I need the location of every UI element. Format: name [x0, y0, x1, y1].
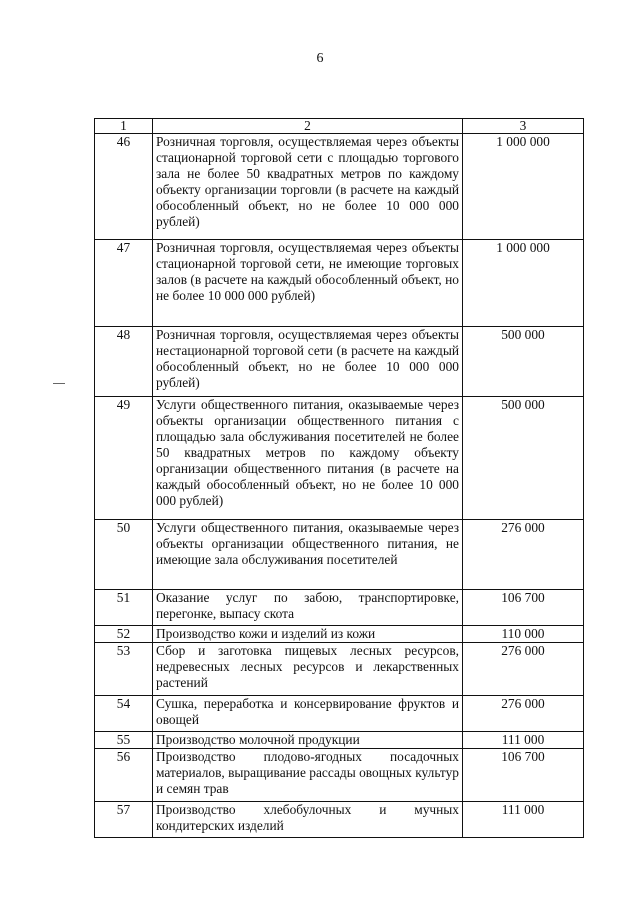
row-number: 54 — [95, 696, 153, 732]
row-description: Производство плодово-ягодных посадочных материалов, выращивание рассады овощных культур и семян трав — [153, 749, 463, 802]
row-description: Сушка, переработка и консервирование фруктов и овощей — [153, 696, 463, 732]
row-amount: 276 000 — [463, 696, 584, 732]
row-number: 52 — [95, 626, 153, 643]
row-number: 48 — [95, 327, 153, 397]
table-row — [95, 590, 584, 626]
row-description: Услуги общественного питания, оказываемые через объекты организации общественного питания с площадью зала обслуживания посетителей не более 50 квадратных метров по каждому объекту организации общественного питания (в расчете на каждый обособленный объект, но не более 10 000 000 рублей) — [153, 397, 463, 520]
row-description: Розничная торговля, осуществляемая через объекты стационарной торговой сети, не имеющие торговых залов (в расчете на каждый обособленный объект, но не более 10 000 000 рублей) — [153, 240, 463, 327]
row-amount: 500 000 — [463, 327, 584, 397]
row-description: Производство молочной продукции — [153, 732, 463, 749]
row-description: Розничная торговля, осуществляемая через объекты нестационарной торговой сети (в расчете на каждый обособленный объект, но не более 10 000 000 рублей) — [153, 327, 463, 397]
table-row — [95, 643, 584, 696]
row-amount: 111 000 — [463, 802, 584, 838]
row-description: Производство хлебобулочных и мучных кондитерских изделий — [153, 802, 463, 838]
table-row — [95, 397, 584, 520]
row-number: 56 — [95, 749, 153, 802]
header-col-3: 3 — [463, 119, 584, 134]
row-description: Услуги общественного питания, оказываемые через объекты организации общественного питания, не имеющие зала обслуживания посетителей — [153, 520, 463, 590]
margin-mark — [53, 383, 65, 384]
tariff-table — [94, 118, 584, 838]
table-row — [95, 802, 584, 838]
row-amount: 276 000 — [463, 520, 584, 590]
row-number: 49 — [95, 397, 153, 520]
row-amount: 110 000 — [463, 626, 584, 643]
row-description: Производство кожи и изделий из кожи — [153, 626, 463, 643]
table-row — [95, 520, 584, 590]
table-row — [95, 327, 584, 397]
table-row — [95, 240, 584, 327]
row-number: 50 — [95, 520, 153, 590]
page-number: 6 — [316, 51, 324, 66]
header-col-1: 1 — [95, 119, 153, 134]
table-row — [95, 749, 584, 802]
row-number: 57 — [95, 802, 153, 838]
row-description: Оказание услуг по забою, транспортировке, перегонке, выпасу скота — [153, 590, 463, 626]
row-number: 55 — [95, 732, 153, 749]
row-number: 53 — [95, 643, 153, 696]
row-amount: 106 700 — [463, 590, 584, 626]
row-amount: 1 000 000 — [463, 240, 584, 327]
row-number: 46 — [95, 134, 153, 240]
table-row — [95, 134, 584, 240]
header-col-2: 2 — [153, 119, 463, 134]
row-amount: 111 000 — [463, 732, 584, 749]
row-description: Сбор и заготовка пищевых лесных ресурсов, недревесных лесных ресурсов и лекарственных растений — [153, 643, 463, 696]
table-header-row — [95, 119, 584, 134]
table-row — [95, 626, 584, 643]
row-number: 47 — [95, 240, 153, 327]
row-amount: 1 000 000 — [463, 134, 584, 240]
table-row — [95, 732, 584, 749]
row-description: Розничная торговля, осуществляемая через объекты стационарной торговой сети с площадью торгового зала не более 50 квадратных метров по каждому объекту организации торговли (в расчете на каждый обособленный объект, но не более 10 000 000 рублей) — [153, 134, 463, 240]
row-amount: 500 000 — [463, 397, 584, 520]
row-number: 51 — [95, 590, 153, 626]
table-row — [95, 696, 584, 732]
row-amount: 106 700 — [463, 749, 584, 802]
row-amount: 276 000 — [463, 643, 584, 696]
